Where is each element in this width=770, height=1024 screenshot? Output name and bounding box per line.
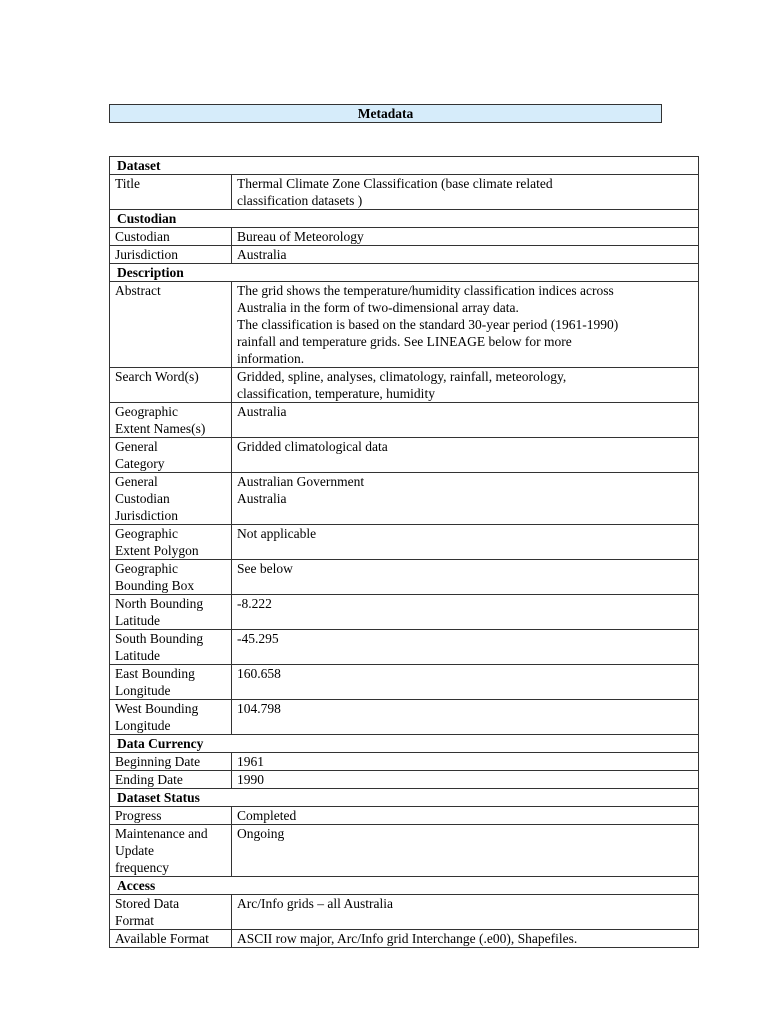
field-row [110, 595, 699, 630]
section-row [110, 789, 699, 807]
field-value: The grid shows the temperature/humidity classification indices across Australia in the form of two-dimensional array data. The classification is based on the standard 30-year period (1961-1990) rainfall and temperature grids. See LINEAGE below for more information. [232, 282, 699, 368]
field-value: 104.798 [232, 700, 699, 735]
field-row [110, 246, 699, 264]
field-value: See below [232, 560, 699, 595]
field-row [110, 807, 699, 825]
field-label: General Category [110, 438, 232, 473]
field-row [110, 930, 699, 948]
field-row [110, 368, 699, 403]
field-value: 160.658 [232, 665, 699, 700]
field-label: North Bounding Latitude [110, 595, 232, 630]
field-label: Jurisdiction [110, 246, 232, 264]
field-value: Ongoing [232, 825, 699, 877]
field-value: 1990 [232, 771, 699, 789]
field-row [110, 560, 699, 595]
section-row [110, 877, 699, 895]
section-row [110, 157, 699, 175]
field-label: East Bounding Longitude [110, 665, 232, 700]
field-row [110, 771, 699, 789]
field-label: Custodian [110, 228, 232, 246]
field-label: Search Word(s) [110, 368, 232, 403]
field-label: Maintenance and Update frequency [110, 825, 232, 877]
field-label: Geographic Extent Polygon [110, 525, 232, 560]
field-value: ASCII row major, Arc/Info grid Interchange (.e00), Shapefiles. [232, 930, 699, 948]
section-heading: Custodian [110, 210, 699, 228]
field-row [110, 630, 699, 665]
section-row [110, 264, 699, 282]
metadata-table [109, 156, 699, 948]
field-row [110, 700, 699, 735]
field-label: General Custodian Jurisdiction [110, 473, 232, 525]
field-row [110, 753, 699, 771]
field-value: Arc/Info grids – all Australia [232, 895, 699, 930]
field-value: 1961 [232, 753, 699, 771]
field-value: -45.295 [232, 630, 699, 665]
field-row [110, 438, 699, 473]
field-value: Not applicable [232, 525, 699, 560]
field-value: Australia [232, 246, 699, 264]
field-value: Thermal Climate Zone Classification (base climate related classification datasets ) [232, 175, 699, 210]
field-value: Gridded climatological data [232, 438, 699, 473]
field-label: Geographic Bounding Box [110, 560, 232, 595]
field-label: Title [110, 175, 232, 210]
metadata-table-body [110, 157, 699, 948]
field-value: -8.222 [232, 595, 699, 630]
section-heading: Dataset [110, 157, 699, 175]
field-row [110, 228, 699, 246]
field-label: Beginning Date [110, 753, 232, 771]
field-row [110, 825, 699, 877]
field-label: South Bounding Latitude [110, 630, 232, 665]
field-label: Ending Date [110, 771, 232, 789]
field-row [110, 282, 699, 368]
field-row [110, 665, 699, 700]
field-row [110, 403, 699, 438]
field-value: Australia [232, 403, 699, 438]
metadata-header: Metadata [109, 104, 662, 123]
section-heading: Access [110, 877, 699, 895]
field-label: Abstract [110, 282, 232, 368]
field-row [110, 473, 699, 525]
field-row [110, 175, 699, 210]
section-heading: Dataset Status [110, 789, 699, 807]
section-row [110, 210, 699, 228]
field-label: West Bounding Longitude [110, 700, 232, 735]
field-label: Geographic Extent Names(s) [110, 403, 232, 438]
field-label: Available Format [110, 930, 232, 948]
field-label: Progress [110, 807, 232, 825]
section-heading: Data Currency [110, 735, 699, 753]
section-heading: Description [110, 264, 699, 282]
field-value: Gridded, spline, analyses, climatology, rainfall, meteorology, classification, temperature, humidity [232, 368, 699, 403]
field-value: Bureau of Meteorology [232, 228, 699, 246]
field-row [110, 895, 699, 930]
field-value: Completed [232, 807, 699, 825]
section-row [110, 735, 699, 753]
field-label: Stored Data Format [110, 895, 232, 930]
field-row [110, 525, 699, 560]
field-value: Australian Government Australia [232, 473, 699, 525]
